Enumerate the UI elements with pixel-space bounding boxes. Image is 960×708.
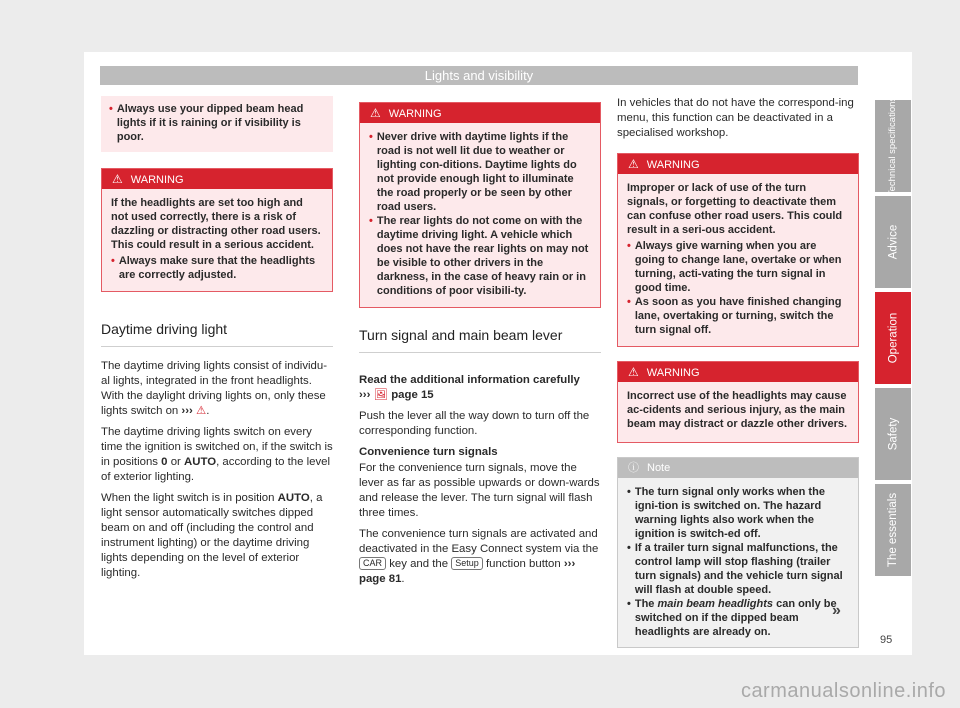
warning-body: If the headlights are set too high and not used correctly, there is a risk of dazzling or distracting other road users. This could result in a serious accident. • Always make sure that the headlights are correctly adjusted. (102, 189, 332, 291)
warning-triangle-icon: ⚠ (628, 365, 639, 379)
section-title-daytime: Daytime driving light (101, 322, 333, 347)
image-reference-icon[interactable]: 🖼 (373, 389, 389, 401)
cross-reference-link[interactable]: ››› (181, 405, 193, 417)
warning-triangle-icon[interactable]: ⚠ (195, 405, 207, 417)
bullet-icon: • (627, 240, 631, 252)
bullet-icon: • (627, 598, 631, 610)
page-number: 95 (880, 634, 893, 646)
bullet-icon: • (627, 296, 631, 308)
tab-the-essentials[interactable]: The essentials (875, 484, 911, 576)
paragraph: The daytime driving lights consist of individu-al lights, integrated in the front headlights. With the daylight driving lights on, only these lights switch on ››› ⚠. (101, 360, 328, 417)
note-body (618, 478, 858, 647)
warning-box-3 (617, 153, 859, 347)
paragraph: The convenience turn signals are activated and deactivated in the Easy Connect system via the CAR key and the Setup function button ››› page 81. (359, 528, 599, 585)
cross-reference-link[interactable]: ››› (563, 558, 576, 570)
bullet-icon: • (627, 486, 631, 498)
tab-operation[interactable]: Operation (875, 292, 911, 384)
info-box (101, 96, 333, 152)
list-item: • The rear lights do not come on with the daytime driving light. A vehicle which does not have the rear lights on may not be visible to other drivers in the darkness, in the case of heavy rain or in conditions of poor visibili-ty. (369, 215, 589, 297)
warning-header: ⚠ WARNING (618, 362, 858, 382)
column-2 (359, 96, 601, 593)
warning-triangle-icon: ⚠ (628, 157, 639, 171)
paragraph: Push the lever all the way down to turn off the corresponding function. (359, 410, 590, 437)
warning-box-4 (617, 361, 859, 443)
warning-body: Incorrect use of the headlights may cause ac-cidents and serious injury, as the main beam may distract or dazzle other drivers. (618, 382, 858, 442)
car-key: CAR (359, 557, 386, 570)
tab-safety[interactable]: Safety (875, 388, 911, 480)
list-item: • If a trailer turn signal malfunctions, the control lamp will stop flashing (trailer turn signals) and the vehicle turn signal will flash at double speed. (627, 542, 843, 596)
list-item: • The main beam headlights can only be switched on if the dipped beam headlights are already on. (627, 598, 837, 638)
section-title-turn-signal: Turn signal and main beam lever (359, 328, 601, 353)
watermark: carmanualsonline.info (740, 680, 946, 702)
bullet-icon: • (111, 255, 115, 267)
warning-box-2 (359, 102, 601, 308)
warning-header: ⚠ WARNING (618, 154, 858, 174)
tab-technical-specifications[interactable]: Technical specifications (875, 100, 911, 192)
list-item: • The turn signal only works when the igni-tion is switched on. The hazard warning lights also work when the ignition is switch-ed off. (627, 486, 825, 540)
list-item: • As soon as you have finished changing lane, overtaking or turning, switch the turn signal off. (627, 296, 842, 336)
side-tab-strip (875, 96, 911, 580)
read-more-reference (359, 388, 601, 403)
bullet-icon: • (369, 215, 373, 227)
continue-arrow-icon: » (832, 602, 841, 619)
warning-box-1 (101, 168, 333, 292)
warning-triangle-icon: ⚠ (112, 172, 123, 186)
cross-reference-link[interactable]: ››› (359, 389, 371, 401)
setup-button: Setup (451, 557, 483, 570)
page-reference-link[interactable]: page 81 (359, 573, 402, 585)
warning-header: ⚠ WARNING (102, 169, 332, 189)
warning-triangle-icon: ⚠ (370, 106, 381, 120)
list-item: • Always give warning when you are going to change lane, overtake or when turning, acti-vating the turn signal in good time. (627, 240, 842, 294)
bullet-icon: • (369, 131, 373, 143)
switch-symbol-0: 0 (161, 456, 168, 468)
paragraph: For the convenience turn signals, move the lever as far as possible upwards or down-wards and release the lever. The turn signal will flash three times. (359, 462, 600, 519)
subheading: Convenience turn signals (359, 446, 498, 458)
list-item: • Always make sure that the headlights are correctly adjusted. (111, 255, 316, 281)
tab-advice[interactable]: Advice (875, 196, 911, 288)
warning-header: ⚠ WARNING (360, 103, 600, 123)
paragraph: When the light switch is in position AUTO, a light sensor automatically switches dipped beam on and off (including the control and instrument lighting) or the daytime driving lights depending on the level of exterior lighting. (101, 492, 323, 579)
paragraph: In vehicles that do not have the correspond-ing menu, this function can be deactivated in a specialised workshop. (617, 97, 854, 139)
list-item: • Always use your dipped beam head lights if it is raining or if visibility is poor. (109, 103, 304, 143)
page-header: Lights and visibility (100, 66, 858, 85)
paragraph: The daytime driving lights switch on every time the ignition is switched on, if the switch is in positions 0 or AUTO, according to the level of exterior lighting. (101, 426, 333, 483)
column-1 (101, 96, 333, 587)
column-3 (617, 96, 859, 648)
read-more-note: Read the additional information carefully (359, 374, 580, 386)
bullet-icon: • (627, 542, 631, 554)
warning-body (360, 123, 600, 307)
switch-symbol-auto: AUTO (184, 456, 217, 468)
warning-body: Improper or lack of use of the turn signals, or forgetting to deactivate them can confuse other road users. This could result in a seri-ous accident. • Always give warning when you are going to change lane, overtake or when turning, acti-vating the turn signal in good time. • As soon as you have finished changing lane, overtaking or turning, switch the turn signal off. (618, 174, 858, 346)
note-box (617, 457, 859, 648)
list-item: • Never drive with daytime lights if the road is not well lit due to weather or lighting con-ditions. Daytime lights do not provide enough light to illuminate the road properly or be seen by other road users. (369, 131, 577, 213)
switch-symbol-auto: AUTO (277, 492, 310, 504)
page-reference-link[interactable]: page 15 (391, 389, 434, 401)
note-header: ⓘ Note (618, 458, 858, 478)
info-icon: ⓘ (628, 462, 639, 474)
bullet-icon: • (109, 103, 113, 115)
